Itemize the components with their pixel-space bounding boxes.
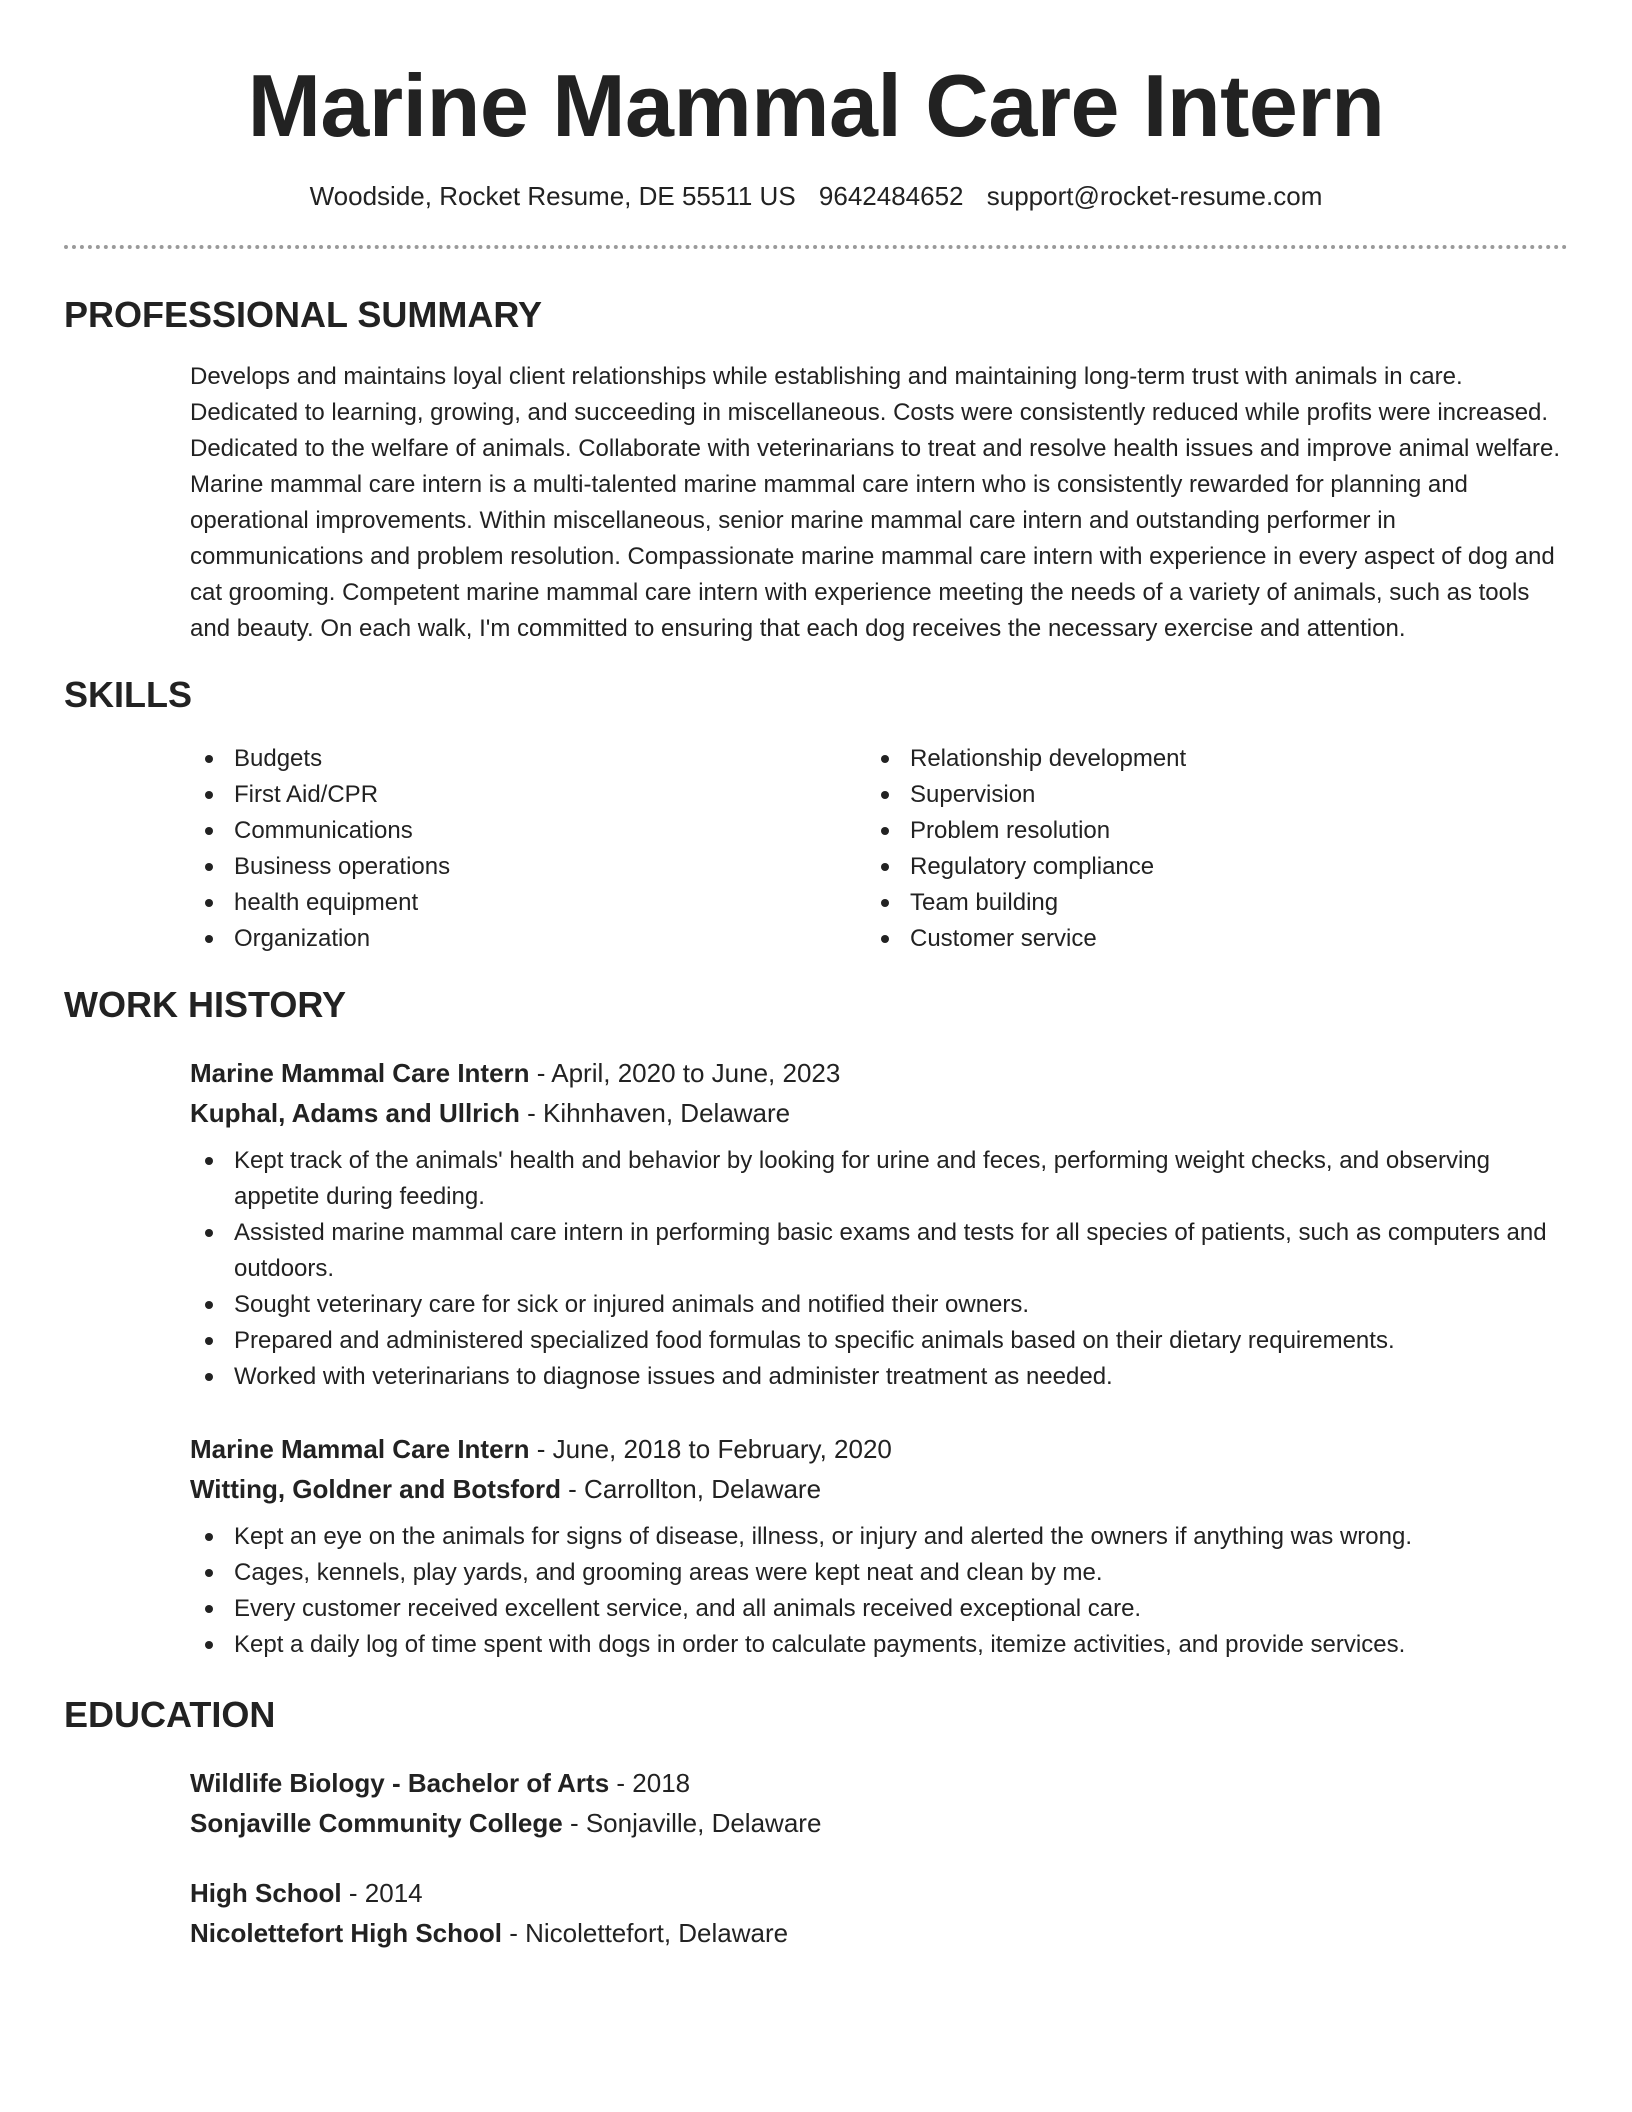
education-location: - Sonjaville, Delaware <box>562 1808 822 1838</box>
skill-item: Team building <box>866 885 1542 921</box>
job-bullets <box>190 1519 1568 1663</box>
job-dates: - April, 2020 to June, 2023 <box>529 1058 841 1088</box>
education-degree: High School <box>190 1878 342 1908</box>
education-school: Nicolettefort High School <box>190 1918 502 1948</box>
job-company-line <box>190 1469 1568 1509</box>
skill-item: Regulatory compliance <box>866 849 1542 885</box>
skill-item: Relationship development <box>866 741 1542 777</box>
education-entry <box>190 1873 1568 1953</box>
skill-item: Customer service <box>866 921 1542 957</box>
education-heading: EDUCATION <box>64 1694 276 1735</box>
job-entry <box>190 1429 1568 1663</box>
job-title-line <box>190 1053 1568 1093</box>
skill-item: Organization <box>190 921 866 957</box>
work-history-heading: WORK HISTORY <box>64 984 347 1025</box>
job-bullet: Prepared and administered specialized food formulas to specific animals based on their dietary requirements. <box>190 1323 1568 1359</box>
skill-item: Problem resolution <box>866 813 1542 849</box>
job-bullets <box>190 1143 1568 1395</box>
education-location: - Nicolettefort, Delaware <box>502 1918 789 1948</box>
education-degree-line <box>190 1763 1568 1803</box>
education-entry <box>190 1763 1568 1843</box>
summary-text: Develops and maintains loyal client relationships while establishing and maintaining long-term trust with animals in care. Dedicated to learning, growing, and succeeding in miscellaneous. Costs were consistently reduced while profits were increased. Dedicated to the welfare of animals. Collaborate with veterinarians to treat and resolve health issues and improve animal welfare. Marine mammal care intern is a multi-talented marine mammal care intern who is consistently rewarded for planning and operational improvements. Within miscellaneous, senior marine mammal care intern and outstanding performer in communications and problem resolution. Compassionate marine mammal care intern with experience in every aspect of dog and cat grooming. Competent marine mammal care intern with experience meeting the needs of a variety of animals, such as tools and beauty. On each walk, I'm committed to ensuring that each dog receives the necessary exercise and attention. <box>190 363 1561 642</box>
job-bullet: Worked with veterinarians to diagnose issues and administer treatment as needed. <box>190 1359 1568 1395</box>
job-location: - Carrollton, Delaware <box>560 1474 822 1504</box>
job-bullet: Kept track of the animals' health and behavior by looking for urine and feces, performing weight checks, and observing appetite during feeding. <box>190 1143 1568 1215</box>
job-role: Marine Mammal Care Intern <box>190 1434 530 1464</box>
job-role: Marine Mammal Care Intern <box>190 1058 530 1088</box>
job-bullet: Kept an eye on the animals for signs of disease, illness, or injury and alerted the owners if anything was wrong. <box>190 1519 1568 1555</box>
contact-line <box>64 180 1568 212</box>
skills-column-right <box>866 741 1542 957</box>
education-degree-line <box>190 1873 1568 1913</box>
education-school: Sonjaville Community College <box>190 1808 563 1838</box>
job-company: Witting, Goldner and Botsford <box>190 1474 561 1504</box>
job-title-line <box>190 1429 1568 1469</box>
job-dates: - June, 2018 to February, 2020 <box>529 1434 892 1464</box>
skill-item: health equipment <box>190 885 866 921</box>
contact-address: Woodside, Rocket Resume, DE 55511 US <box>309 181 796 211</box>
summary-heading: PROFESSIONAL SUMMARY <box>64 294 543 335</box>
header-divider <box>64 245 1568 249</box>
education-year: - 2014 <box>341 1878 423 1908</box>
education-degree: Wildlife Biology - Bachelor of Arts <box>190 1768 610 1798</box>
job-bullet: Cages, kennels, play yards, and grooming areas were kept neat and clean by me. <box>190 1555 1568 1591</box>
skills-column-left <box>190 741 866 957</box>
contact-phone: 9642484652 <box>818 181 964 211</box>
resume-page <box>64 0 1568 1953</box>
contact-email: support@rocket-resume.com <box>986 181 1323 211</box>
education-school-line <box>190 1803 1568 1843</box>
job-company-line <box>190 1093 1568 1133</box>
education-school-line <box>190 1913 1568 1953</box>
job-entry <box>190 1053 1568 1395</box>
job-location: - Kihnhaven, Delaware <box>519 1098 791 1128</box>
skill-item: Budgets <box>190 741 866 777</box>
job-bullet: Kept a daily log of time spent with dogs in order to calculate payments, itemize activities, and provide services. <box>190 1627 1568 1663</box>
job-company: Kuphal, Adams and Ullrich <box>190 1098 520 1128</box>
skills-list <box>190 741 1568 957</box>
job-bullet: Assisted marine mammal care intern in performing basic exams and tests for all species of patients, such as computers and outdoors. <box>190 1215 1568 1287</box>
education-year: - 2018 <box>609 1768 691 1798</box>
resume-name: Marine Mammal Care Intern <box>247 56 1385 155</box>
skill-item: Supervision <box>866 777 1542 813</box>
skill-item: Business operations <box>190 849 866 885</box>
job-bullet: Sought veterinary care for sick or injured animals and notified their owners. <box>190 1287 1568 1323</box>
skill-item: First Aid/CPR <box>190 777 866 813</box>
skills-heading: SKILLS <box>64 674 193 715</box>
skill-item: Communications <box>190 813 866 849</box>
job-bullet: Every customer received excellent service, and all animals received exceptional care. <box>190 1591 1568 1627</box>
